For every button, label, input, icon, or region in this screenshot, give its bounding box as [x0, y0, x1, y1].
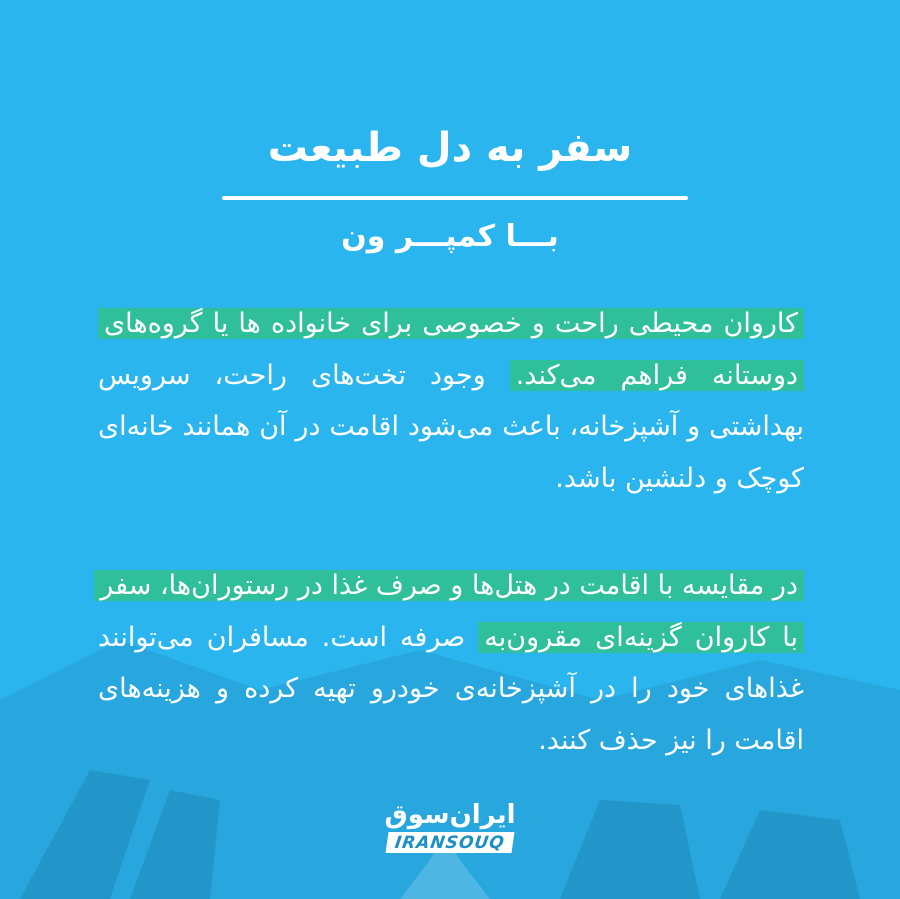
iransouq-logo — [350, 800, 550, 853]
logo-persian-text: ایران‌سوق — [384, 800, 516, 830]
paragraph-2-highlight: در مقایسه با اقامت در هتل‌ها و صرف غذا در رستوران‌ها، سفر با کاروان گزینه‌ای مقرون‌به — [94, 570, 804, 653]
paragraph-2-text: صرفه است. مسافران می‌توانند غذاهای خود را در آشپزخانه‌ی خودرو تهیه کرده و هزینه‌های اقامت را نیز حذف کنند. — [98, 621, 804, 756]
paragraph-1-highlight: کاروان محیطی راحت و خصوصی برای خانواده ها یا گروه‌های دوستانه فراهم می‌کند. — [98, 308, 804, 391]
paragraph-caravan-comfort — [98, 298, 804, 504]
page-title: سفر به دل طبیعت — [267, 125, 633, 171]
paragraph-1-text: وجود تخت‌های راحت، سرویس بهداشتی و آشپزخانه، باعث می‌شود اقامت در آن همانند خانه‌ای کوچک و دلنشین باشد. — [98, 359, 804, 494]
paragraph-caravan-cost — [98, 560, 804, 766]
title-divider — [222, 196, 688, 200]
logo-latin-text: IRANSOUQ — [386, 832, 515, 853]
page-subtitle: بـــا کمپـــر ون — [341, 219, 559, 254]
